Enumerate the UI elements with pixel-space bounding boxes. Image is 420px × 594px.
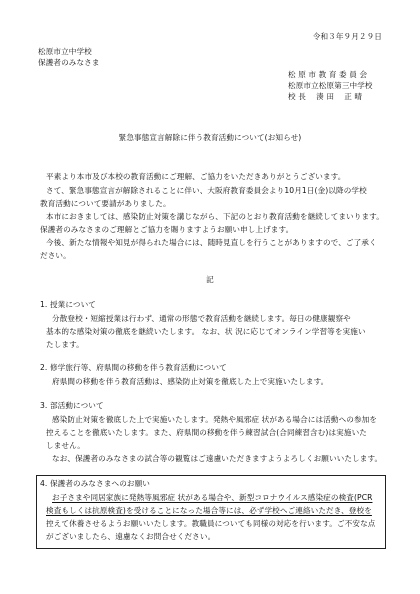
intro-line: 今後、新たな情報や知見が得られた場合には、随時見直しを行うことがありますので、ご了承く xyxy=(46,238,377,247)
section-heading: 4. 保護者のみなさまへのお願い xyxy=(40,479,150,488)
section-line: 基本的な感染対策の徹底を継続いたします。 なお、状 況に応じてオンライン学習等を実施い xyxy=(46,327,366,336)
section-line: 分散登校・短縮授業は行わず、通常の形態で教育活動を継続します。毎日の健康観察や xyxy=(52,314,351,323)
intro-line: 平素より本市及び本校の教育活動にご理解、ご協力をいただきありがとうございます。 xyxy=(46,172,346,181)
section-line: 控えて休養させるようお願いいたします。教職員についても同様の対応を行います。ご不安な点 xyxy=(46,519,376,528)
section-line: 感染防止対策を徹底した上で実施いたします。発熱や風邪症 状がある場合には活動への参加を xyxy=(52,415,378,424)
section-heading: 2. 修学旅行等、府県間の移動を伴う教育活動について xyxy=(40,363,227,372)
sender-principal: 校 長 湊 田 正 晴 xyxy=(288,92,363,101)
section-line: たします。 xyxy=(46,340,84,349)
recipient-school: 松原市立中学校 xyxy=(38,47,92,56)
intro-line: さて、緊急事態宣言が解除されることに伴い、大阪府教育委員会より10月1日(金)以降の学校 xyxy=(46,186,367,195)
section-line: お子さまや同居家族に発熱等風邪症 状がある場合や、新型コロナウイルス感染症の検査(PCR xyxy=(52,493,373,502)
section-line: がございましたら、遠慮なくお問合せください。 xyxy=(46,532,216,541)
page-title: 緊急事態宣言解除に伴う教育活動について(お知らせ) xyxy=(118,133,302,142)
section-line: しません。 xyxy=(46,441,85,450)
intro-line: 保護者のみなさまのご理解とご協力を賜りますようお願い申し上げます。 xyxy=(40,225,294,234)
date: 令和３年９月２９日 xyxy=(312,32,382,41)
intro-line: ださい。 xyxy=(40,251,71,260)
section-line: 府県間の移動を伴う教育活動は、感染防止対策を徹底した上で実施いたします。 xyxy=(52,377,329,386)
section-line: 控えることを徹底いたします。また、府県間の移動を伴う練習試合(合同練習含む)は実施いた xyxy=(46,428,367,437)
section-line: 検査もしくは抗原検査)を受けることになった場合等には、必ず学校へご連絡いただき、登校を xyxy=(46,506,372,515)
ki-heading: 記 xyxy=(206,275,214,284)
intro-line: 本市におきましては、感染防止対策を講じながら、下記のとおり教育活動を継続してまいります。 xyxy=(46,212,384,221)
sender-school: 松原市立松原第三中学校 xyxy=(288,81,373,90)
section-heading: 1. 授業について xyxy=(40,300,96,309)
section-line: なお、保護者のみなさまの試合等の観覧はご遠慮いただきますようよろしくお願いいたします。 xyxy=(52,454,383,463)
sender-board: 松 原 市 教 育 委 員 会 xyxy=(288,70,368,79)
section-heading: 3. 部活動について xyxy=(40,401,104,410)
recipient-parents: 保護者のみなさま xyxy=(38,58,100,67)
intro-line: 教育活動について要請がありました。 xyxy=(40,199,171,208)
